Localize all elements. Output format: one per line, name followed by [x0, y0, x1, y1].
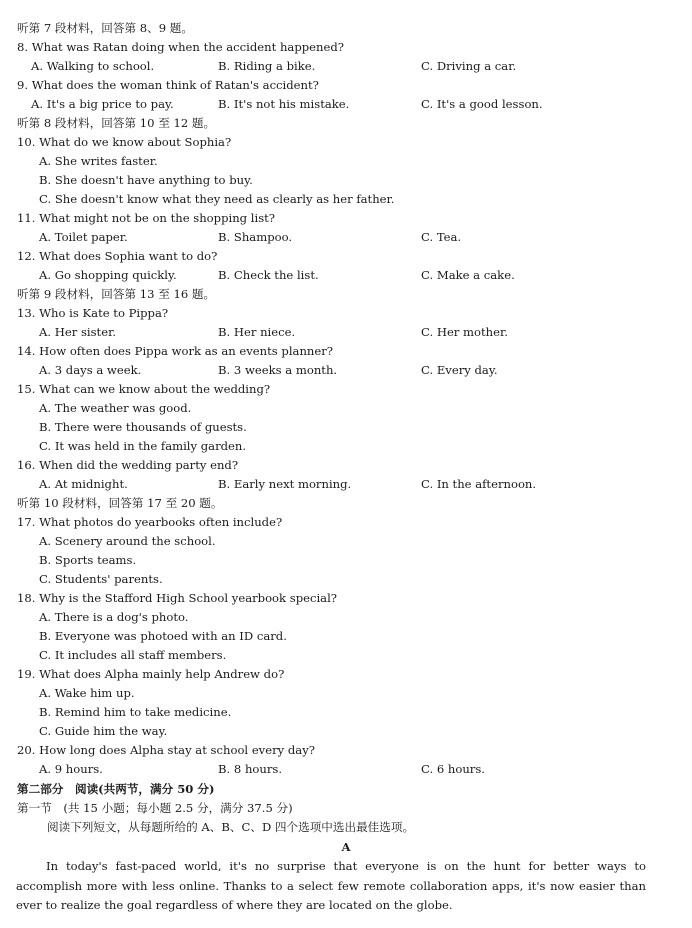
option-line: [0, 532, 692, 551]
question-stem: 14. How often does Pippa work as an events planner?: [17, 344, 334, 358]
option-c: C. Every day.: [421, 363, 498, 377]
option-a: A. It's a big price to pay.: [31, 97, 174, 111]
option-a: A. Wake him up.: [39, 686, 135, 700]
option-b: B. It's not his mistake.: [218, 97, 350, 111]
option-c: C. It includes all staff members.: [39, 648, 227, 662]
option-c: C. In the afternoon.: [421, 477, 537, 491]
option-b: B. 8 hours.: [218, 762, 283, 776]
option-line: [0, 190, 692, 209]
options-row: [0, 760, 692, 779]
question-stem: 8. What was Ratan doing when the accident happened?: [17, 40, 344, 54]
question-stem: 17. What photos do yearbooks often include?: [17, 515, 283, 529]
option-line: [0, 646, 692, 665]
section-header: 听第 10 段材料，回答第 17 至 20 题。: [17, 496, 223, 510]
question-stem: 19. What does Alpha mainly help Andrew do?: [17, 667, 285, 681]
option-line: [0, 171, 692, 190]
option-line: [0, 684, 692, 703]
option-line: [0, 570, 692, 589]
option-b: B. Check the list.: [218, 268, 319, 282]
option-b: B. Remind him to take medicine.: [39, 705, 232, 719]
section-header: 听第 8 段材料，回答第 10 至 12 题。: [17, 116, 216, 130]
option-a: A. At midnight.: [39, 477, 128, 491]
part-title: 第二部分 阅读(共两节，满分 50 分): [17, 782, 215, 796]
option-b: B. Shampoo.: [218, 230, 293, 244]
option-a: A. Scenery around the school.: [39, 534, 216, 548]
option-b: B. Riding a bike.: [218, 59, 316, 73]
option-a: A. 9 hours.: [39, 762, 103, 776]
options-row: [0, 475, 692, 494]
option-c: C. Tea.: [421, 230, 462, 244]
question-stem: 9. What does the woman think of Ratan's accident?: [17, 78, 319, 92]
option-c: C. Guide him the way.: [39, 724, 168, 738]
question-stem: 13. Who is Kate to Pippa?: [17, 306, 169, 320]
options-row: [0, 266, 692, 285]
option-c: C. She doesn't know what they need as clearly as her father.: [39, 192, 395, 206]
option-line: [0, 722, 692, 741]
option-b: B. She doesn't have anything to buy.: [39, 173, 253, 187]
option-line: [0, 418, 692, 437]
option-b: B. Early next morning.: [218, 477, 352, 491]
option-a: A. She writes faster.: [39, 154, 158, 168]
options-row: [0, 57, 692, 76]
option-line: [0, 437, 692, 456]
question-stem: 16. When did the wedding party end?: [17, 458, 239, 472]
option-c: C. Make a cake.: [421, 268, 515, 282]
option-c: C. It's a good lesson.: [421, 97, 543, 111]
option-b: B. 3 weeks a month.: [218, 363, 338, 377]
option-b: B. Her niece.: [218, 325, 296, 339]
options-row: [0, 323, 692, 342]
section-header: 听第 7 段材料，回答第 8、9 题。: [17, 21, 193, 35]
option-a: A. Walking to school.: [31, 59, 155, 73]
option-b: B. Sports teams.: [39, 553, 137, 567]
option-c: C. Her mother.: [421, 325, 508, 339]
question-stem: 18. Why is the Stafford High School yearbook special?: [17, 591, 338, 605]
option-b: B. There were thousands of guests.: [39, 420, 247, 434]
option-c: C. 6 hours.: [421, 762, 485, 776]
instruction: 阅读下列短文，从每题所给的 A、B、C、D 四个选项中选出最佳选项。: [47, 820, 415, 834]
passage-label: A: [341, 840, 351, 854]
question-stem: 12. What does Sophia want to do?: [17, 249, 218, 263]
question-stem: 15. What can we know about the wedding?: [17, 382, 271, 396]
section-header: 听第 9 段材料，回答第 13 至 16 题。: [17, 287, 216, 301]
option-a: A. Go shopping quickly.: [39, 268, 177, 282]
options-row: [0, 95, 692, 114]
option-a: A. Toilet paper.: [39, 230, 128, 244]
option-c: C. Students' parents.: [39, 572, 163, 586]
option-line: [0, 703, 692, 722]
option-b: B. Everyone was photoed with an ID card.: [39, 629, 287, 643]
question-stem: 20. How long does Alpha stay at school every day?: [17, 743, 315, 757]
option-line: [0, 627, 692, 646]
passage-paragraph: In today's fast-paced world, it's no surprise that everyone is on the hunt for better ways to accomplish more with less online. Thanks to a select few remote collaboration apps, it's now easier than ever to realize the goal regardless of where they are located on the globe.: [16, 859, 646, 912]
option-line: [0, 551, 692, 570]
option-line: [0, 399, 692, 418]
section-title: 第一节 (共 15 小题；每小题 2.5 分，满分 37.5 分): [17, 801, 293, 815]
option-a: A. The weather was good.: [39, 401, 192, 415]
option-line: [0, 608, 692, 627]
question-stem: 11. What might not be on the shopping list?: [17, 211, 276, 225]
option-c: C. It was held in the family garden.: [39, 439, 247, 453]
options-row: [0, 228, 692, 247]
option-a: A. 3 days a week.: [39, 363, 142, 377]
option-a: A. Her sister.: [39, 325, 117, 339]
question-stem: 10. What do we know about Sophia?: [17, 135, 232, 149]
option-c: C. Driving a car.: [421, 59, 517, 73]
option-line: [0, 152, 692, 171]
options-row: [0, 361, 692, 380]
option-a: A. There is a dog's photo.: [39, 610, 189, 624]
